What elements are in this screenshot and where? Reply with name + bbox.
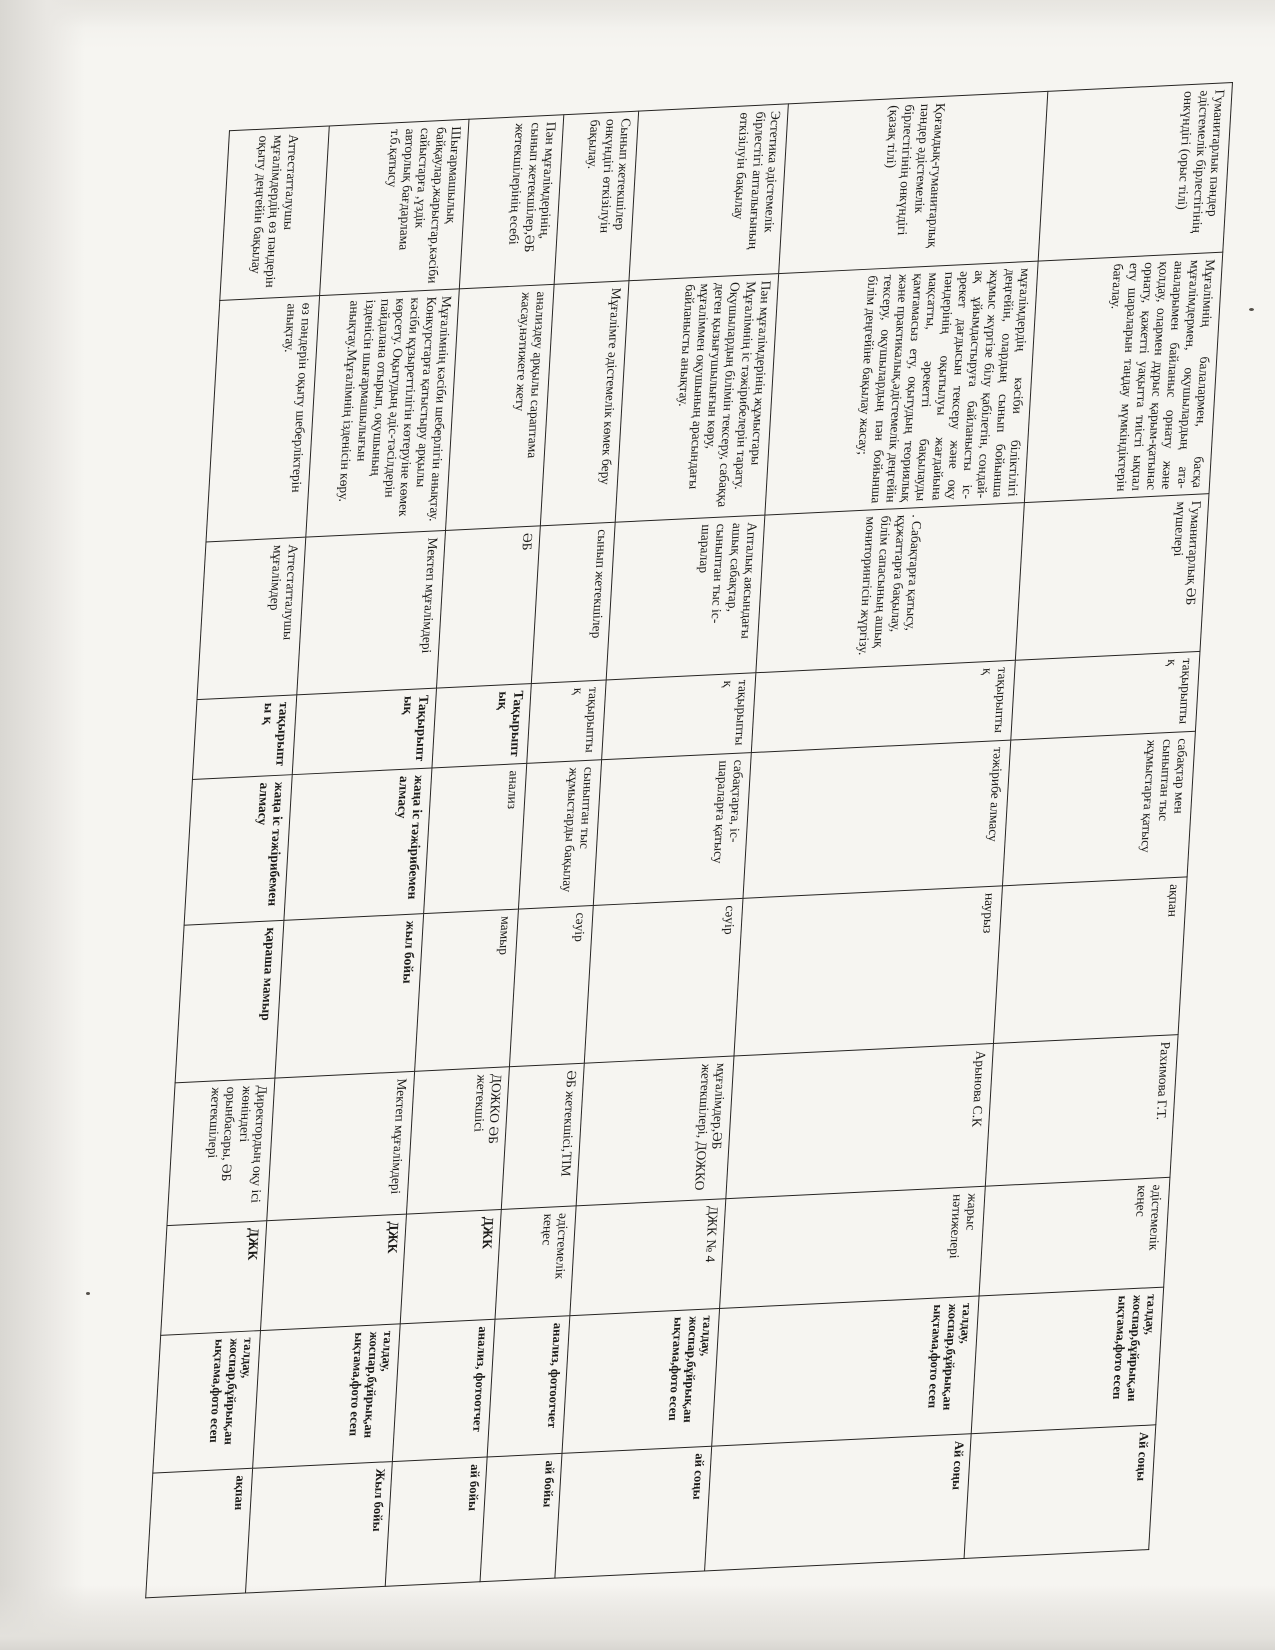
cell-r4-c2: ӘБ: [437, 526, 541, 688]
scanner-edge-shadow-left: [0, 0, 85, 1650]
cell-r6-c7: ДЖК: [161, 1221, 267, 1336]
cell-r4-c4: анализ: [424, 763, 527, 913]
cell-r5-c9: Жыл бойы: [245, 1462, 392, 1593]
cell-r0-c0: Гуманитарлык пәндер әдістемелік бірлестігінің онкүндігі (орыс тілі): [1038, 83, 1232, 262]
cell-r3-c9: ай бойы: [480, 1453, 562, 1581]
rotated-table-layer: [146, 82, 1233, 1597]
cell-r2-c3: тақырыптық: [602, 673, 756, 760]
cell-r6-c5: қараша мамыр: [175, 920, 284, 1082]
cell-r3-c8: анализ, фотоотчет: [487, 1316, 570, 1457]
cell-r2-c2: Апталық аясындағы ашық сабақтар, сыныптан тыс іс-шаралар: [606, 515, 765, 680]
cell-r6-c1: өз пәндерін оқыту шеберліктерін анықтау.: [206, 296, 320, 542]
cell-r0-c7: әдістемелік кеңес: [979, 1177, 1170, 1296]
cell-r3-c4: сыныптан тыс жұмыстарды бақылау: [518, 760, 601, 909]
cell-r1-c6: Арынова С.К: [726, 1043, 994, 1198]
cell-r1-c4: тәжірибе алмасу: [743, 740, 1011, 898]
cell-r4-c9: ай бойы: [385, 1457, 487, 1586]
cell-r1-c3: тақырыптық: [751, 660, 1015, 752]
cell-r6-c9: ақпан: [146, 1468, 253, 1598]
cell-r1-c2: . Сабақтарға қатысу, құжаттарға бақылау, білім сапасының ашық мониторингісін жүргізу.: [756, 503, 1024, 673]
cell-r0-c2: Гуманитарлық ӘБ мүшелері: [1015, 494, 1209, 661]
methodical-control-plan-table: [145, 82, 1233, 1598]
cell-r2-c0: Эстетика әдістемелік бірлестігі апталығының өткізілуін бақылау: [629, 104, 788, 281]
cell-r4-c8: анализ, фотоотчет: [392, 1319, 495, 1461]
cell-r6-c4: жаңа іс тәжірибемен алмасу: [184, 775, 292, 926]
cell-r3-c0: Сынып жетекшілер онкүндігі өткізілуін бақылау.: [554, 111, 639, 284]
cell-r5-c0: Шығармашылық байқаулар,жарыстар,кәсіби сайыстарға ,үздік авторлық бағдарлама т.б.қатысу: [320, 119, 469, 295]
cell-r1-c5: наурыз: [734, 886, 1002, 1056]
cell-r4-c5: мамыр: [415, 909, 519, 1071]
cell-r2-c8: талдау, жоспар,бұйрық,ан ықтама,фото есеп: [562, 1308, 720, 1453]
cell-r4-c3: Тақырыптық: [432, 684, 531, 768]
cell-r3-c7: әдістемелік кеңес: [495, 1206, 576, 1319]
cell-r6-c2: Аттестатталушы мұғалімдер: [197, 537, 306, 699]
cell-r1-c9: Ай соңы: [705, 1434, 972, 1571]
cell-r4-c7: ДЖК: [400, 1209, 501, 1323]
cell-r4-c1: анализдеу арқылы сараптама жасау,нәтижеге жету: [446, 284, 555, 530]
cell-r6-c8: талдау, жоспар,бұйрық,ан ықтама,фото есеп: [153, 1331, 261, 1474]
cell-r3-c3: тақырыптық: [527, 680, 606, 763]
cell-r1-c0: Қоғамдық-гуманитарлық пәндер әдістемелік бірлестігінің онкүндігі (қазақ тілі): [779, 91, 1048, 273]
cell-r3-c2: сынып жетекшілер: [531, 522, 615, 683]
cell-r5-c3: Тақырыптық: [292, 688, 436, 775]
cell-r3-c6: ӘБ жетекшісі,ТІМ: [501, 1063, 584, 1209]
cell-r5-c4: жаңа іс тәжірибемен алмасу: [284, 768, 432, 920]
cell-r6-c0: Аттестатталушы мұғалімдердің өз пәндерін оқыту деңгейін бақылау: [220, 126, 329, 300]
cell-r5-c6: Мектеп мұғалімдері: [267, 1071, 415, 1220]
cell-r2-c5: сәуір: [584, 898, 743, 1063]
cell-r4-c6: ДОЖКО ӘБ жетекшісі: [406, 1067, 509, 1214]
cell-r5-c8: талдау, жоспар,бұйрық,ан ықтама,фото есеп: [253, 1324, 401, 1468]
cell-r4-c0: Пән мұғалімдерінің, сынып жетекшілер,ӘБ жетекшілерінің есебі: [459, 115, 564, 289]
cell-r0-c8: талдау, жоспар,бұйрық,ан ықтама,фото есеп: [971, 1287, 1163, 1434]
cell-r0-c4: сабақтар мен сыныптан тыс жұмыстарға қатысу: [1002, 731, 1195, 886]
cell-r2-c1: Пән мұғалімдерінің жұмыстары Мұғалімнің іс тәжірибелерін тарату. Оқушылардың білімін тексеру, сабаққа деген қызығушылығын көру, мұғаліммен оқушының арасындағы байланысты анықтау.: [615, 274, 778, 523]
cell-r5-c5: жыл бойы: [275, 914, 424, 1078]
cell-r0-c3: тақырыптық: [1011, 651, 1200, 740]
cell-r0-c5: ақпан: [993, 877, 1187, 1044]
cell-r2-c4: сабақтарға, іс-шараларға қатысу: [593, 753, 751, 906]
cell-r6-c6: Директордың оқу ісі жөніндегі орынбасары, ӘБ жетекшілері: [167, 1078, 275, 1226]
cell-r2-c9: ай соңы: [555, 1446, 712, 1578]
cell-r2-c6: мұғалімдер,ӘБ жетекшілері, ДОЖКО: [576, 1056, 734, 1206]
cell-r3-c5: сәуір: [509, 905, 593, 1066]
scan-speck: [1249, 308, 1254, 311]
cell-r1-c8: талдау, жоспар,бұйрық,ан ықтама,фото есеп: [712, 1296, 979, 1446]
cell-r3-c1: Мұғалімге әдістемелік көмек беру: [540, 281, 629, 526]
cell-r0-c6: Рахимова Г.Т.: [985, 1035, 1178, 1187]
scan-speck: [86, 1292, 90, 1295]
cell-r1-c1: мұғалімдердің кәсіби біліктілігі деңгейін, олардың сынып бойынша жұмыс жүргізе білу қабілетін, сондай-ақ ұйымдастыруға байланысты іс-әрекет дағдысын тексеру және оқу пәндерінің оқытылуы жағдайына мақсатты, әрекетті бақылауды қамтамасыз ету, оқытудың теориялық және практикалық,әдістемелік деңгейін тексеру, оқушылардың пән бойынша білім деңгейіне бақылау жасау;: [765, 261, 1038, 515]
scanner-edge-shadow-top: [0, 0, 1275, 28]
cell-r5-c2: Мектеп мұғалімдері: [297, 530, 446, 694]
cell-r2-c7: ДЖК № 4: [570, 1199, 726, 1316]
cell-r0-c1: Мұғалімнің балалармен, басқа мұғалімдермен, оқушылардың ата-аналарымен байланыс орнату және қолдау, олармен дұрыс қарым-қатынас орнату, қажетті уақытта тиісті ықпал ету шараларын таңдау мүмкіндіктерін бағалау.: [1024, 252, 1222, 502]
cell-r0-c9: Ай соңы: [964, 1425, 1156, 1559]
cell-r5-c1: Мұғалімнің кәсіби шеберлігін анықтау. Конкурстарға қатыстыру арқылы кәсіби құзыреттілігін көтеруіне көмек көрсету. Оқытудың әдіс-тәсілдерін пайдалана отырып, оқушының ізденісін шығармашылығын анықтау.Мұғалімнің ізденісін көру.: [306, 289, 460, 537]
cell-r5-c7: ДЖК: [260, 1214, 406, 1331]
table-body: [146, 83, 1233, 1598]
cell-r6-c3: тақырыпты қ: [192, 695, 296, 780]
cell-r1-c7: жарыс нәтижелері: [720, 1186, 986, 1308]
